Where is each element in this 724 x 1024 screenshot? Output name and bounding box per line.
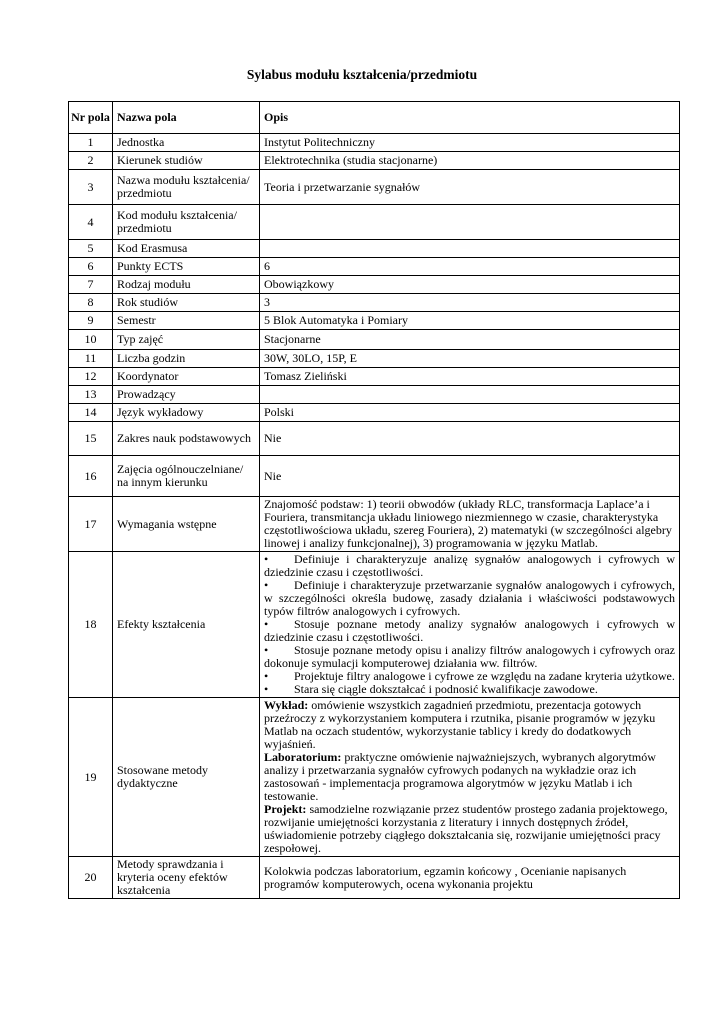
row-name: Semestr — [113, 312, 260, 330]
row-name: Punkty ECTS — [113, 258, 260, 276]
list-item-text: Definiuje i charakteryzuje przetwarzanie sygnałów analogowych i cyfrowych, w szczególności określa budowę, zasady działania i właściwości podstawowych typów filtrów analogowych i cyfrowych. — [264, 578, 675, 618]
row-desc — [260, 240, 680, 258]
row-desc: Nie — [260, 456, 680, 497]
table-row — [69, 240, 680, 258]
row-name: Stosowane metody dydaktyczne — [113, 698, 260, 857]
header-row — [69, 102, 680, 134]
method-section — [264, 751, 675, 803]
table-row — [69, 294, 680, 312]
table-row — [69, 330, 680, 350]
row-nr: 2 — [69, 152, 113, 170]
row-name: Rok studiów — [113, 294, 260, 312]
syllabus-table — [68, 101, 680, 899]
table-row — [69, 368, 680, 386]
list-item — [264, 618, 675, 644]
row-nr: 12 — [69, 368, 113, 386]
row-desc: 30W, 30LO, 15P, E — [260, 350, 680, 368]
row-nr: 5 — [69, 240, 113, 258]
row-nr: 10 — [69, 330, 113, 350]
list-item-text: Definiuje i charakteryzuje analizę sygnałów analogowych i cyfrowych w dziedzinie czasu i częstotliwości. — [264, 552, 675, 579]
page-title: Sylabus modułu kształcenia/przedmiotu — [246, 67, 478, 82]
row-name: Prowadzący — [113, 386, 260, 404]
row-nr: 6 — [69, 258, 113, 276]
row-nr: 19 — [69, 698, 113, 857]
row-nr: 4 — [69, 205, 113, 240]
method-text: omówienie wszystkich zagadnień przedmiotu, prezentacja gotowych przeźroczy z wykorzystaniem komputera i rzutnika, pisanie programów w języku Matlab na oczach studentów, wykorzystanie tablicy i kredy do dodatkowych wyjaśnień. — [264, 698, 656, 751]
row-nr: 8 — [69, 294, 113, 312]
table-row — [69, 205, 680, 240]
row-desc: Instytut Politechniczny — [260, 134, 680, 152]
learning-outcomes — [260, 552, 680, 698]
row-desc: Obowiązkowy — [260, 276, 680, 294]
header-name: Nazwa pola — [113, 102, 260, 134]
list-item — [264, 579, 675, 618]
method-text: praktyczne omówienie najważniejszych, wybranych algorytmów analizy i przetwarzania sygnałów cyfrowych podanych na wykładzie oraz ich zastosowań - implementacja programowa algorytmów w języku Matlab i ich testowanie. — [264, 750, 656, 803]
table-row — [69, 312, 680, 330]
list-item-text: Stara się ciągle dokształcać i podnosić kwalifikacje zawodowe. — [294, 682, 598, 696]
table-row — [69, 422, 680, 456]
row-name: Kierunek studiów — [113, 152, 260, 170]
row-desc: Kolokwia podczas laboratorium, egzamin końcowy , Ocenianie napisanych programów komputerowych, ocena wykonania projektu — [260, 857, 680, 899]
list-item — [264, 683, 675, 696]
row-nr: 17 — [69, 497, 113, 552]
table-row — [69, 276, 680, 294]
method-section — [264, 803, 675, 855]
method-label: Projekt: — [264, 802, 307, 816]
method-label: Wykład: — [264, 698, 309, 712]
row-name: Koordynator — [113, 368, 260, 386]
row-name: Kod Erasmusa — [113, 240, 260, 258]
header-nr: Nr pola — [69, 102, 113, 134]
bullet-icon: • — [264, 682, 269, 696]
row-nr: 3 — [69, 170, 113, 205]
row-name: Zakres nauk podstawowych — [113, 422, 260, 456]
row-desc: Nie — [260, 422, 680, 456]
table-row — [69, 857, 680, 899]
row-nr: 14 — [69, 404, 113, 422]
table-row — [69, 404, 680, 422]
table-row — [69, 258, 680, 276]
row-desc: 3 — [260, 294, 680, 312]
table-row — [69, 386, 680, 404]
row-desc — [260, 205, 680, 240]
method-section — [264, 699, 675, 751]
row-nr: 1 — [69, 134, 113, 152]
row-name: Kod modułu kształcenia/ przedmiotu — [113, 205, 260, 240]
method-text: samodzielne rozwiązanie przez studentów prostego zadania projektowego, rozwijanie umiejętności korzystania z literatury i innych dostępnych źródeł, uświadomienie potrzeby ciągłego dokształcania się, rozwijanie umiejętności pracy zespołowej. — [264, 802, 668, 855]
row-name: Wymagania wstępne — [113, 497, 260, 552]
row-name: Efekty kształcenia — [113, 552, 260, 698]
row-desc: Tomasz Zieliński — [260, 368, 680, 386]
teaching-methods — [260, 698, 680, 857]
bullet-icon: • — [264, 578, 269, 592]
table-row — [69, 134, 680, 152]
list-item-text: Stosuje poznane metody opisu i analizy filtrów analogowych i cyfrowych oraz dokonuje symulacji komputerowej działania ww. filtrów. — [264, 643, 675, 670]
row-desc: Polski — [260, 404, 680, 422]
row-nr: 20 — [69, 857, 113, 899]
row-nr: 9 — [69, 312, 113, 330]
row-nr: 15 — [69, 422, 113, 456]
row-name: Rodzaj modułu — [113, 276, 260, 294]
row-name: Metody sprawdzania i kryteria oceny efektów kształcenia — [113, 857, 260, 899]
row-desc: Znajomość podstaw: 1) teorii obwodów (układy RLC, transformacja Laplace’a i Fouriera, transmitancja układu liniowego niezmiennego w czasie, charakterystyka częstotliwościowa układu, szereg Fouriera), 2) matematyki (w szczególności algebry linowej i analizy funkcjonalnej), 3) programowania w języku Matlab. — [260, 497, 680, 552]
row-name: Liczba godzin — [113, 350, 260, 368]
row-name: Język wykładowy — [113, 404, 260, 422]
table-row — [69, 152, 680, 170]
row-desc: Stacjonarne — [260, 330, 680, 350]
row-desc: Teoria i przetwarzanie sygnałów — [260, 170, 680, 205]
row-nr: 11 — [69, 350, 113, 368]
row-name: Jednostka — [113, 134, 260, 152]
row-desc: 6 — [260, 258, 680, 276]
list-item — [264, 644, 675, 670]
table-row — [69, 350, 680, 368]
row-desc — [260, 386, 680, 404]
row-nr: 7 — [69, 276, 113, 294]
row-desc: Elektrotechnika (studia stacjonarne) — [260, 152, 680, 170]
table-row — [69, 552, 680, 698]
table-row — [69, 170, 680, 205]
row-nr: 18 — [69, 552, 113, 698]
list-item — [264, 553, 675, 579]
method-label: Laboratorium: — [264, 750, 342, 764]
table-row — [69, 497, 680, 552]
bullet-icon: • — [264, 617, 269, 631]
table-row — [69, 456, 680, 497]
header-desc: Opis — [260, 102, 680, 134]
row-name: Typ zajęć — [113, 330, 260, 350]
row-name: Nazwa modułu kształcenia/ przedmiotu — [113, 170, 260, 205]
bullet-icon: • — [264, 643, 269, 657]
list-item-text: Projektuje filtry analogowe i cyfrowe ze względu na zadane kryteria użytkowe. — [294, 669, 675, 683]
row-nr: 13 — [69, 386, 113, 404]
row-name: Zajęcia ogólnouczelniane/ na innym kierunku — [113, 456, 260, 497]
bullet-icon: • — [264, 552, 269, 566]
list-item-text: Stosuje poznane metody analizy sygnałów analogowych i cyfrowych w dziedzinie czasu i częstotliwości. — [264, 617, 675, 644]
row-nr: 16 — [69, 456, 113, 497]
bullet-icon: • — [264, 669, 269, 683]
table-row — [69, 698, 680, 857]
row-desc: 5 Blok Automatyka i Pomiary — [260, 312, 680, 330]
